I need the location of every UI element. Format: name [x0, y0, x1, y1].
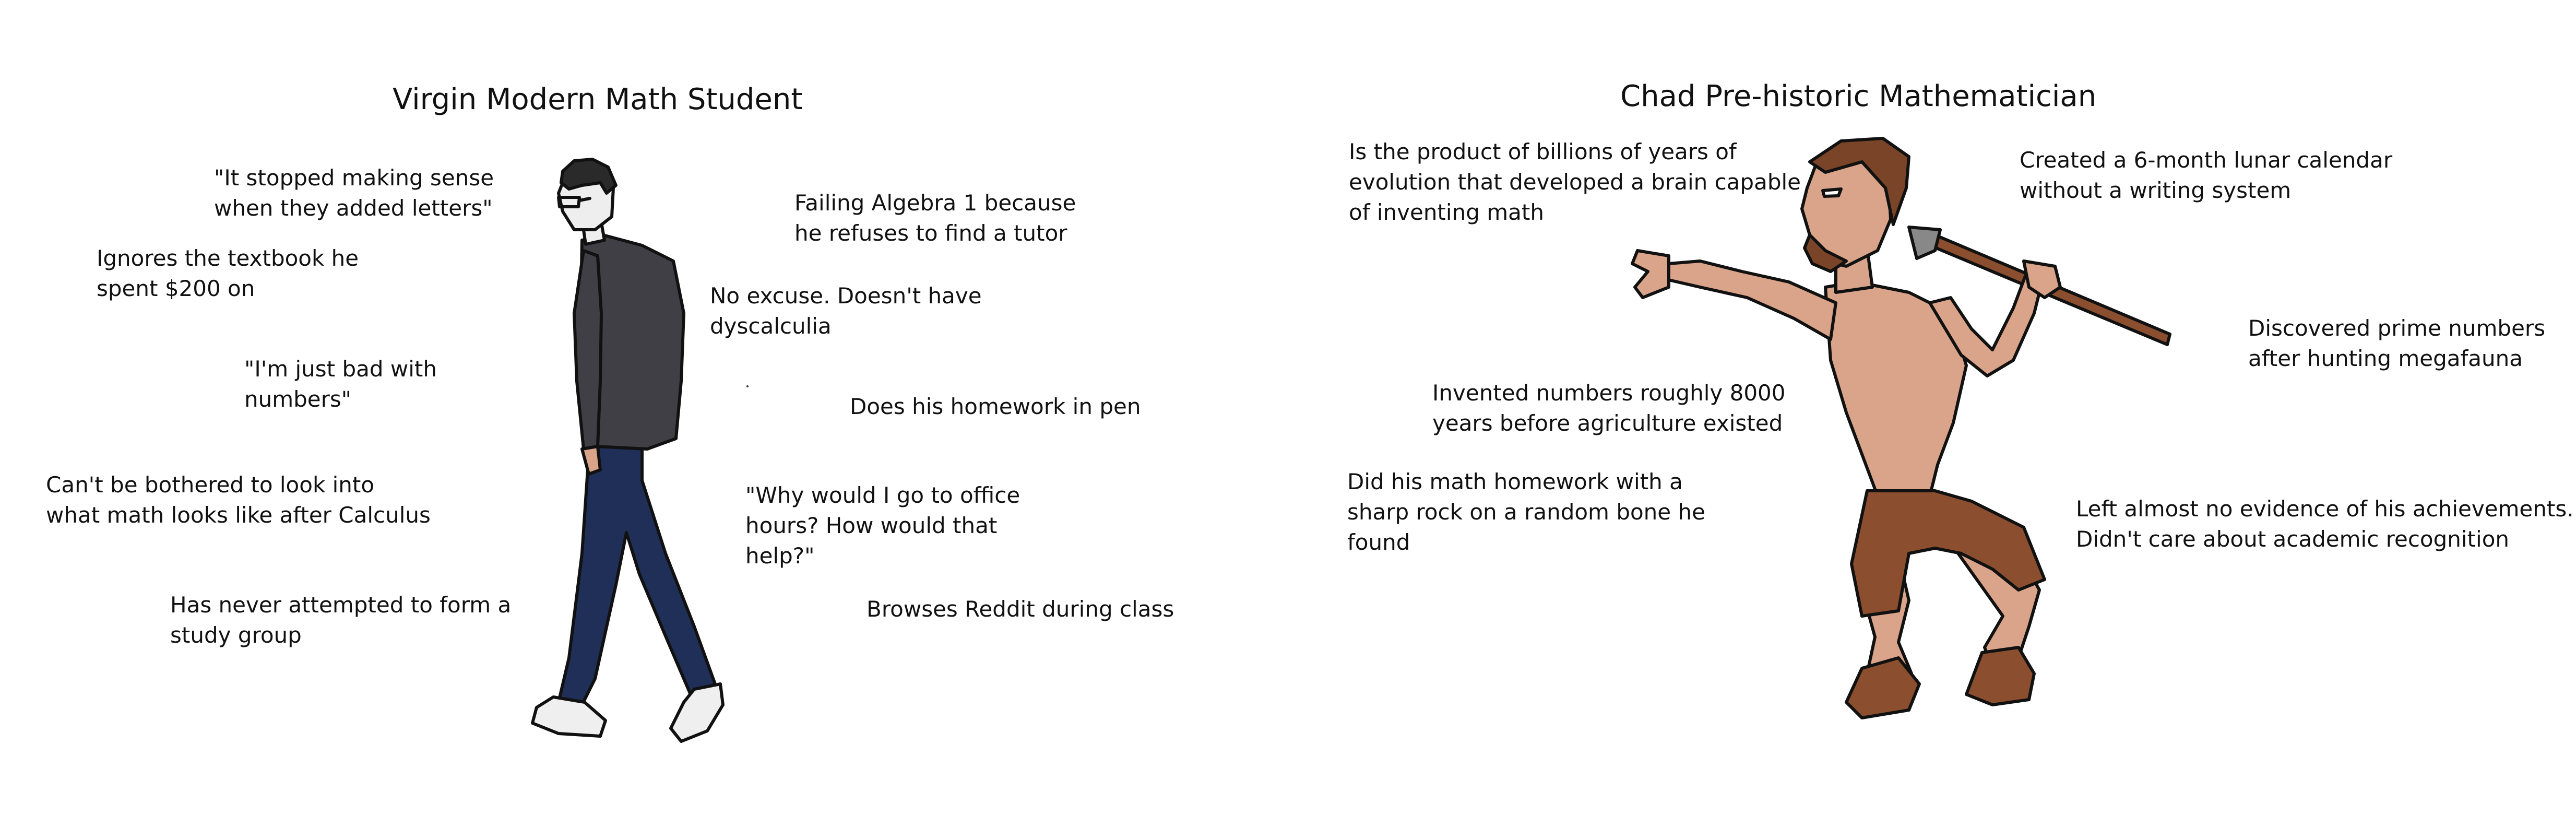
- virgin-caption-letters: "It stopped making sense when they added letters": [214, 165, 494, 221]
- chad-title: Chad Pre-historic Mathematician: [1620, 79, 2097, 113]
- chad-caption-bone: Did his math homework with a sharp rock on a random bone he found: [1347, 469, 1705, 555]
- virgin-caption-homework-pen: Does his homework in pen: [850, 394, 1141, 419]
- virgin-caption-office-hours: "Why would I go to office hours? How would that help?": [745, 482, 1020, 569]
- chad-caption-lunar-calendar: Created a 6-month lunar calendar without a writing system: [2020, 147, 2393, 203]
- chad-caption-recognition: Left almost no evidence of his achievements. Didn't care about academic recognition: [2076, 496, 2574, 552]
- virgin-caption-tutor: Failing Algebra 1 because he refuses to find a tutor: [794, 190, 1076, 246]
- chad-panel: [1288, 0, 2576, 827]
- virgin-caption-textbook: Ignores the textbook he spent $200 on: [97, 245, 359, 301]
- virgin-caption-reddit: Browses Reddit during class: [866, 596, 1174, 622]
- virgin-caption-bad-with-numbers: "I'm just bad with numbers": [244, 356, 437, 412]
- chad-caption-prime-numbers: Discovered prime numbers after hunting megafauna: [2248, 315, 2546, 371]
- virgin-caption-after-calculus: Can't be bothered to look into what math looks like after Calculus: [46, 472, 431, 528]
- chad-caption-invented-numbers: Invented numbers roughly 8000 years before agriculture existed: [1432, 380, 1786, 436]
- virgin-caption-dyscalculia: No excuse. Doesn't have dyscalculia: [710, 283, 982, 339]
- virgin-caption-study-group: Has never attempted to form a study group: [170, 592, 512, 648]
- virgin-title: Virgin Modern Math Student: [393, 82, 803, 116]
- chad-mathematician-figure: [1617, 131, 2222, 731]
- chad-caption-evolution: Is the product of billions of years of evolution that developed a brain capable of inventing math: [1349, 139, 1801, 225]
- virgin-student-figure: [470, 157, 793, 783]
